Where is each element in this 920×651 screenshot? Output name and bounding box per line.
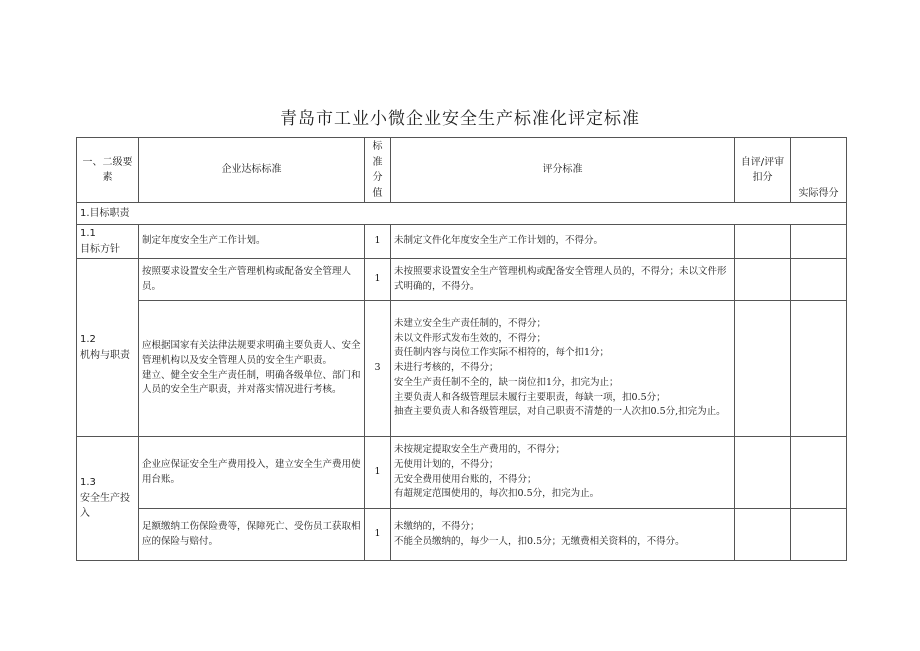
criteria-line: 主要负责人和各级管理层未履行主要职责，每缺一项，扣0.5分； [394, 391, 666, 403]
actual-score-cell [791, 437, 847, 509]
criteria-line: 责任制内容与岗位工作实际不相符的，每个扣1分； [394, 347, 610, 359]
criteria-line: 有超规定范围使用的，每次扣0.5分，扣完为止。 [394, 488, 600, 500]
header-actual: 实际得分 [791, 138, 847, 203]
requirement-cell [139, 301, 365, 437]
actual-score-cell [791, 259, 847, 301]
self-eval-cell [735, 301, 791, 437]
criteria-cell [391, 301, 735, 437]
element-name: 目标方针 [80, 243, 120, 255]
header-criteria: 评分标准 [391, 138, 735, 203]
self-eval-cell [735, 259, 791, 301]
self-eval-cell [735, 225, 791, 259]
criteria-cell [391, 225, 735, 259]
evaluation-standard-table [76, 137, 847, 561]
requirement-cell: 足额缴纳工伤保险费等，保障死亡、受伤员工获取相应的保险与赔付。 [139, 509, 365, 561]
element-number: 1.2 [80, 334, 96, 345]
element-cell [77, 225, 139, 259]
element-number: 1.1 [80, 228, 96, 239]
element-number: 1.3 [80, 477, 96, 489]
criteria-line: 未按规定提取安全生产费用的，不得分； [394, 444, 566, 456]
header-requirement: 企业达标标准 [139, 138, 365, 203]
table-row [77, 259, 847, 301]
actual-score-cell [791, 301, 847, 437]
score-cell: 3 [365, 301, 391, 437]
header-self-eval: 自评/评审扣分 [735, 138, 791, 203]
table-row [77, 225, 847, 259]
criteria-cell [391, 437, 735, 509]
element-cell [77, 259, 139, 437]
requirement-cell: 按照要求设置安全生产管理机构或配备安全管理人员。 [139, 259, 365, 301]
score-cell: 1 [365, 509, 391, 561]
criteria-line: 无安全费用使用台账的，不得分； [394, 473, 537, 485]
criteria-line: 未缴纳的，不得分； [394, 520, 480, 532]
score-cell: 1 [365, 437, 391, 509]
criteria-line: 无使用计划的，不得分； [394, 458, 499, 470]
document-title: 青岛市工业小微企业安全生产标准化评定标准 [280, 109, 640, 129]
self-eval-cell [735, 509, 791, 561]
requirement-line: 建立、健全安全生产责任制，明确各级单位、部门和人员的安全生产职责，并对落实情况进行考核。 [142, 369, 361, 396]
criteria-line: 未进行考核的，不得分； [394, 362, 499, 374]
section-label: 1.目标职责 [77, 203, 847, 225]
element-name: 安全生产投入 [80, 492, 130, 520]
table-row [77, 437, 847, 509]
criteria-line: 未制定文件化年度安全生产工作计划的，不得分。 [394, 235, 604, 247]
element-cell [77, 437, 139, 561]
table-row [77, 301, 847, 437]
header-row [77, 138, 847, 203]
element-name: 机构与职责 [80, 349, 130, 361]
criteria-cell [391, 259, 735, 301]
requirement-line: 应根据国家有关法律法规要求明确主要负责人、安全管理机构以及安全管理人员的安全生产职责。 [142, 340, 361, 366]
criteria-line: 安全生产责任制不全的，缺一岗位扣1分，扣完为止； [394, 376, 619, 388]
criteria-line: 未以文件形式发布生效的，不得分； [394, 332, 547, 344]
header-element: 一、二级要素 [77, 138, 139, 203]
requirement-cell: 企业应保证安全生产费用投入，建立安全生产费用使用台账。 [139, 437, 365, 509]
self-eval-cell [735, 437, 791, 509]
header-score: 标准分值 [365, 138, 391, 203]
section-row [77, 203, 847, 225]
actual-score-cell [791, 509, 847, 561]
criteria-line: 不能全员缴纳的，每少一人，扣0.5分；无缴费相关资料的，不得分。 [394, 535, 685, 547]
criteria-line: 未建立安全生产责任制的，不得分； [394, 317, 547, 329]
table-row [77, 509, 847, 561]
criteria-cell [391, 509, 735, 561]
criteria-line: 抽查主要负责人和各级管理层，对自己职责不清楚的一人次扣0.5分,扣完为止。 [394, 406, 726, 418]
actual-score-cell [791, 225, 847, 259]
score-cell: 1 [365, 259, 391, 301]
criteria-line: 未按照要求设置安全生产管理机构或配备安全管理人员的，不得分；未以文件形式明确的，不得分。 [394, 265, 727, 292]
score-cell: 1 [365, 225, 391, 259]
requirement-cell: 制定年度安全生产工作计划。 [139, 225, 365, 259]
